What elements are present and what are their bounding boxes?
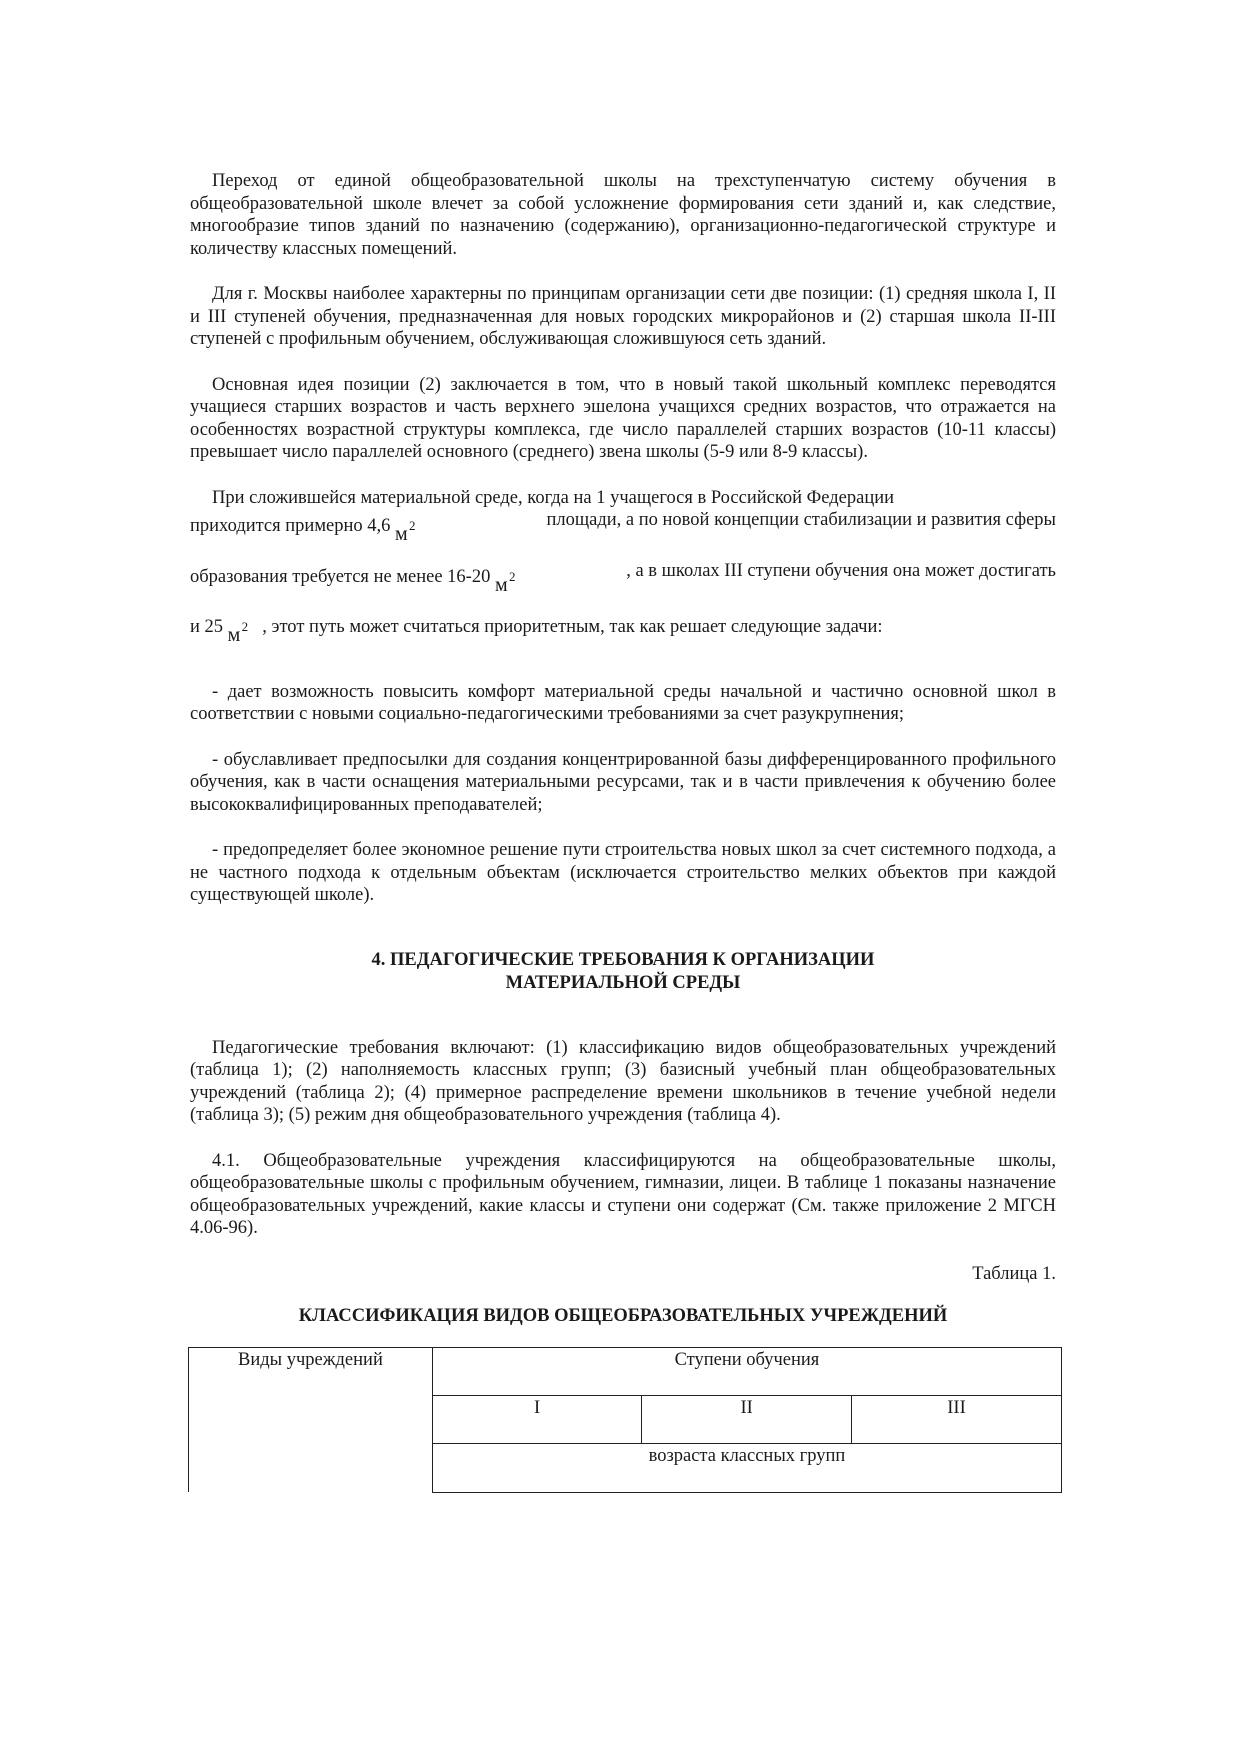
level-3: III <box>851 1396 1061 1444</box>
level-1: I <box>432 1396 641 1444</box>
paragraph-classification: 4.1. Общеобразовательные учреждения классифицируются на общеобразовательные школы, общеобразовательные школы с профильным обучением, гимназии, лицеи. В таблице 1 показаны назначение общеобразовательных учреждений, какие классы и ступени они содержат (См. также приложение 2 МГСН 4.06-96). <box>190 1150 1056 1238</box>
area-line-4: и 25 м 2 , этот путь может считаться приоритетным, так как решает следующие задачи: <box>190 610 1056 639</box>
header-kinds: Виды учреждений <box>189 1348 433 1493</box>
ages-row: возраста классных групп <box>432 1444 1061 1492</box>
level-2: II <box>642 1396 852 1444</box>
bullet-economy: - предопределяет более экономное решение пути строительства новых школ за счет системного подхода, а не частного подхода к отдельным объектам (исключается строительство мелких объектов при каждой существующей школе). <box>190 840 1056 905</box>
area-line-1: При сложившейся материальной среде, когда на 1 учащегося в Российской Федерации <box>212 487 895 508</box>
paragraph-requirements: Педагогические требования включают: (1) классификацию видов общеобразовательных учреждений (таблица 1); (2) наполняемость классных групп; (3) базисный учебный план общеобразовательных учреждений (таблица 2); (4) примерное распределение времени школьников в течение учебной недели (таблица 3); (5) режим дня общеобразовательного учреждения (таблица 4). <box>190 1037 1056 1125</box>
unit-square-meter: м 2 <box>494 568 516 596</box>
document-page <box>190 170 1056 1493</box>
unit-square-meter: м 2 <box>227 619 249 646</box>
paragraph-area-norms <box>190 487 1056 646</box>
classification-table <box>188 1347 1062 1493</box>
area-line-3: образования требуется не менее 16-20 м 2 , а в школах III ступени обучения она может достигать <box>190 560 1056 596</box>
section-title-line-1: 4. ПЕДАГОГИЧЕСКИЕ ТРЕБОВАНИЯ К ОРГАНИЗАЦИИ <box>371 949 875 970</box>
unit-square-meter: м 2 <box>395 518 416 545</box>
paragraph-main-idea: Основная идея позиции (2) заключается в том, что в новый такой школьный комплекс переводятся учащиеся старших возрастов и часть верхнего эшелона учащихся средних возрастов, что отражается на особенностях возрастной структуры комплекса, где число параллелей старших возрастов (10-11 классы) превышает число параллелей основного (среднего) звена школы (5-9 или 8-9 классы). <box>190 374 1056 462</box>
paragraph-transition: Переход от единой общеобразовательной школы на трехступенчатую систему обучения в общеобразовательной школе влечет за собой усложнение формирования сети зданий и, как следствие, многообразие типов зданий по назначению (содержанию), организационно-педагогической структуре и количеству классных помещений. <box>190 171 1056 259</box>
section-4-heading <box>190 949 1056 995</box>
area-line-2: приходится примерно 4,6 м 2 площади, а по новой концепции стабилизации и развития сферы <box>190 510 1056 545</box>
paragraph-moscow-positions: Для г. Москвы наиболее характерны по принципам организации сети две позиции: (1) средняя школа I, II и III ступеней обучения, предназначенная для новых городских микрорайонов и (2) старшая школа II-III ступеней с профильным обучением, обслуживающая сложившуюся сеть зданий. <box>190 284 1056 349</box>
table-label: Таблица 1. <box>972 1263 1056 1284</box>
table-title: КЛАССИФИКАЦИЯ ВИДОВ ОБЩЕОБРАЗОВАТЕЛЬНЫХ УЧРЕЖДЕНИЙ <box>298 1306 948 1326</box>
bullet-comfort: - дает возможность повысить комфорт материальной среды начальной и частично основной школ в соответствии с новыми социально-педагогическими требованиями за счет разукрупнения; <box>190 681 1056 724</box>
header-steps: Ступени обучения <box>432 1348 1061 1396</box>
bullet-profile-base: - обуславливает предпосылки для создания концентрированной базы дифференцированного профильного обучения, как в части оснащения материальными ресурсами, так и в части привлечения к обучению более высококвалифицированных преподавателей; <box>190 749 1056 815</box>
section-title-line-2: МАТЕРИАЛЬНОЙ СРЕДЫ <box>505 972 741 993</box>
